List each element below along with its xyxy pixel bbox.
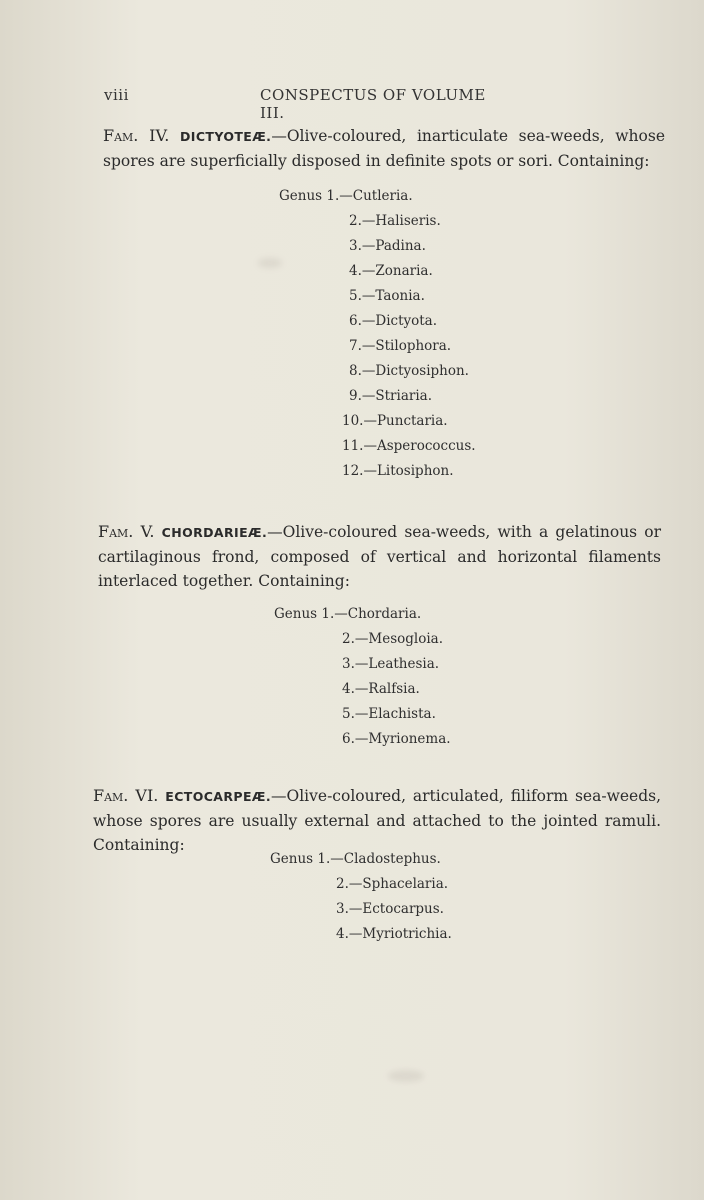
page-number: viii bbox=[104, 86, 129, 104]
family-name: ECTOCARPEÆ. bbox=[165, 789, 272, 804]
running-title: CONSPECTUS OF VOLUME III. bbox=[260, 86, 486, 122]
genus-item: 4.—Zonaria. bbox=[349, 263, 433, 279]
genus-item: Genus 1.—Cutleria. bbox=[279, 188, 413, 204]
genus-list bbox=[279, 184, 476, 484]
family-label: Fam. V. bbox=[98, 522, 155, 541]
family-description: —Olive-coloured, articulated, filiform sea-weeds, whose spores are usually external and attached to the jointed ramuli. Containing: bbox=[93, 787, 662, 854]
page-smudge bbox=[388, 1070, 424, 1082]
genus-item: 9.—Striaria. bbox=[349, 388, 432, 404]
family-label: Fam. VI. bbox=[93, 786, 159, 805]
family-paragraph bbox=[98, 520, 661, 593]
genus-item: 5.—Elachista. bbox=[342, 706, 436, 722]
genus-item: 8.—Dictyosiphon. bbox=[349, 363, 469, 379]
genus-item: 3.—Padina. bbox=[349, 238, 426, 254]
family-paragraph bbox=[103, 124, 665, 173]
genus-item: 11.—Asperococcus. bbox=[342, 438, 476, 454]
family-description: —Olive-coloured, inarticulate sea-weeds, whose spores are superficially disposed in definite spots or sori. Containing: bbox=[103, 127, 665, 170]
genus-list bbox=[274, 602, 451, 752]
genus-item: 10.—Punctaria. bbox=[342, 413, 448, 429]
genus-item: 2.—Haliseris. bbox=[349, 213, 441, 229]
family-name: DICTYOTEÆ. bbox=[180, 129, 272, 144]
genus-item: 4.—Myriotrichia. bbox=[336, 926, 452, 942]
genus-item: 5.—Taonia. bbox=[349, 288, 425, 304]
genus-item: 6.—Myrionema. bbox=[342, 731, 451, 747]
family-name: CHORDARIEÆ. bbox=[161, 525, 268, 540]
genus-item: 2.—Mesogloia. bbox=[342, 631, 443, 647]
family-entry bbox=[103, 124, 665, 173]
genus-list bbox=[270, 847, 452, 947]
genus-item: 2.—Sphacelaria. bbox=[336, 876, 449, 892]
genus-item: 6.—Dictyota. bbox=[349, 313, 438, 329]
genus-item: 7.—Stilophora. bbox=[349, 338, 452, 354]
genus-item: Genus 1.—Cladostephus. bbox=[270, 851, 441, 867]
genus-item: 4.—Ralfsia. bbox=[342, 681, 420, 697]
genus-item: Genus 1.—Chordaria. bbox=[274, 606, 422, 622]
family-entry bbox=[98, 520, 661, 593]
family-label: Fam. IV. bbox=[103, 126, 170, 145]
genus-item: 3.—Ectocarpus. bbox=[336, 901, 444, 917]
genus-item: 3.—Leathesia. bbox=[342, 656, 440, 672]
family-description: —Olive-coloured sea-weeds, with a gelatinous or cartilaginous frond, composed of vertical and horizontal filaments interlaced together. Containing: bbox=[98, 523, 661, 590]
genus-item: 12.—Litosiphon. bbox=[342, 463, 454, 479]
